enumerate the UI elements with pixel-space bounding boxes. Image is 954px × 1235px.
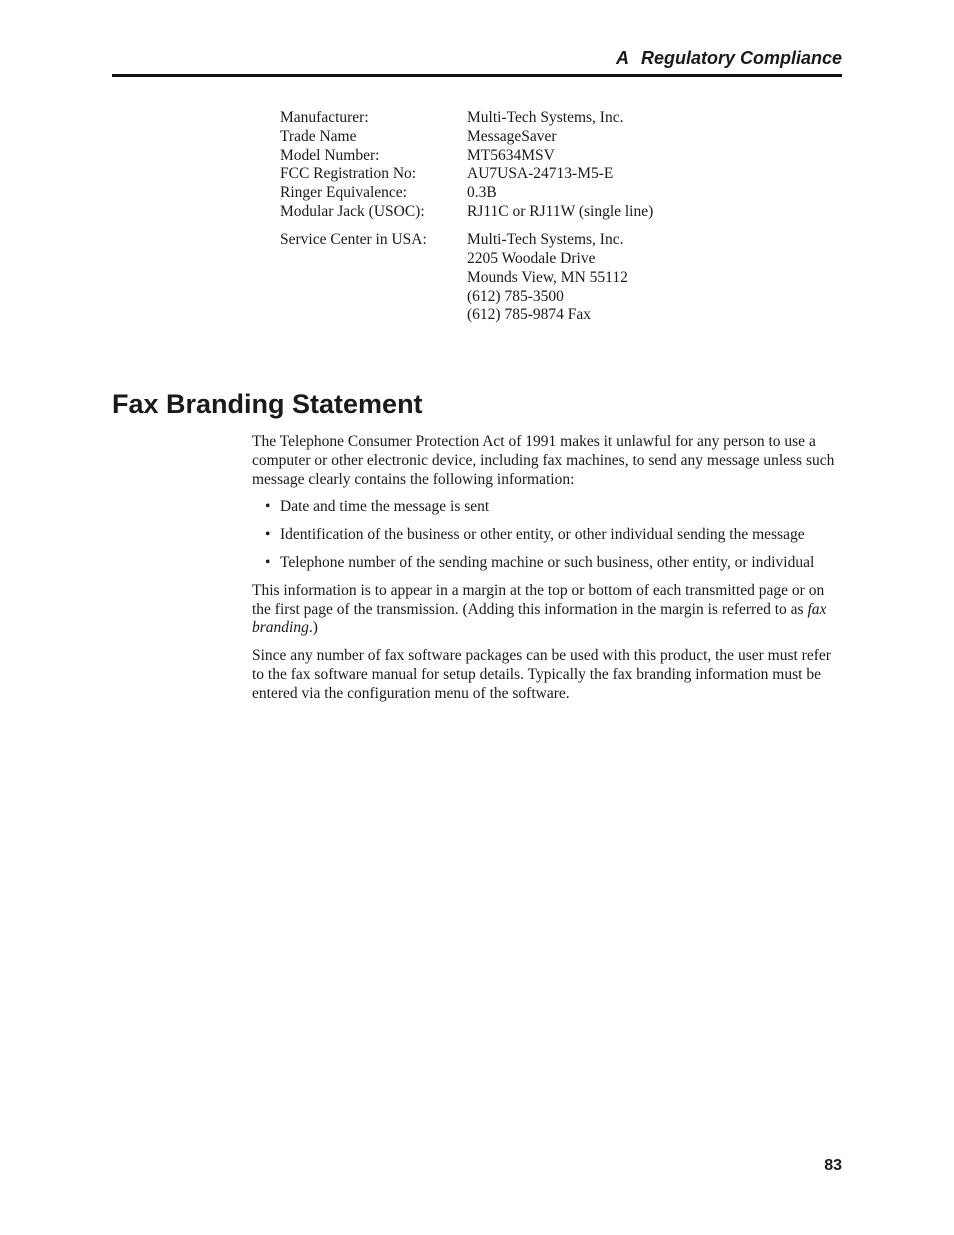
header-rule bbox=[112, 74, 842, 77]
spec-label: FCC Registration No: bbox=[280, 165, 417, 183]
bullet-icon: • bbox=[265, 498, 271, 516]
section-heading: Fax Branding Statement bbox=[112, 389, 423, 419]
address-fax: (612) 785-9874 Fax bbox=[467, 306, 591, 324]
list-item bbox=[252, 554, 844, 573]
fax-branding-term: fax branding bbox=[252, 600, 827, 637]
required-info-list bbox=[252, 498, 844, 572]
address-line: Multi-Tech Systems, Inc. bbox=[467, 231, 624, 249]
spec-value: AU7USA-24713-M5-E bbox=[467, 165, 614, 183]
margin-paragraph-end: .) bbox=[308, 619, 318, 637]
spec-row bbox=[280, 203, 653, 222]
spec-row bbox=[280, 165, 653, 184]
spec-value: 0.3B bbox=[467, 184, 497, 202]
spec-row bbox=[280, 128, 653, 147]
spec-label: Trade Name bbox=[280, 127, 357, 145]
list-item-text: Date and time the message is sent bbox=[280, 498, 490, 516]
address-line: 2205 Woodale Drive bbox=[467, 250, 596, 268]
spec-value: Multi-Tech Systems, Inc. bbox=[467, 109, 624, 126]
intro-paragraph: The Telephone Consumer Protection Act of 1991 makes it unlawful for any person to use a computer or other electronic device, including fax machines, to send any message unless such message clearly contains the following information: bbox=[252, 433, 835, 488]
list-item-text: Identification of the business or other entity, or other individual sending the message bbox=[280, 526, 805, 544]
running-header bbox=[112, 48, 842, 69]
bullet-icon: • bbox=[265, 553, 271, 571]
spec-value: MessageSaver bbox=[467, 127, 557, 145]
spec-label: Modular Jack (USOC): bbox=[280, 202, 425, 220]
spec-table bbox=[280, 109, 653, 325]
spec-label: Model Number: bbox=[280, 146, 380, 164]
list-item-text: Telephone number of the sending machine or such business, other entity, or individual bbox=[280, 553, 815, 571]
spec-label: Manufacturer: bbox=[280, 109, 369, 126]
spec-row bbox=[280, 184, 653, 203]
appendix-letter: A bbox=[615, 48, 629, 68]
service-center-label: Service Center in USA: bbox=[280, 231, 427, 249]
section-title: Regulatory Compliance bbox=[640, 48, 842, 68]
list-item bbox=[252, 498, 844, 517]
page-number: 83 bbox=[824, 1157, 842, 1174]
margin-paragraph bbox=[252, 582, 844, 638]
address-phone: (612) 785-3500 bbox=[467, 287, 564, 305]
bullet-icon: • bbox=[265, 526, 271, 544]
margin-paragraph-text: This information is to appear in a margin at the top or bottom of each transmitted page or on the first page of the transmission. (Adding this information in the margin is referred to as bbox=[252, 581, 825, 618]
software-paragraph: Since any number of fax software packages can be used with this product, the user must refer to the fax software manual for setup details. Typically the fax branding information must be entered via the configuration menu of the software. bbox=[252, 647, 831, 702]
spec-value: RJ11C or RJ11W (single line) bbox=[467, 202, 654, 220]
list-item bbox=[252, 526, 844, 545]
spec-value: MT5634MSV bbox=[467, 146, 555, 164]
spec-gap bbox=[280, 222, 653, 232]
address-line: Mounds View, MN 55112 bbox=[467, 268, 628, 286]
section-body bbox=[252, 433, 844, 713]
spec-row bbox=[280, 109, 653, 128]
service-center-address bbox=[467, 231, 628, 325]
spec-row bbox=[280, 147, 653, 166]
service-center-row bbox=[280, 231, 653, 325]
spec-label: Ringer Equivalence: bbox=[280, 184, 407, 202]
